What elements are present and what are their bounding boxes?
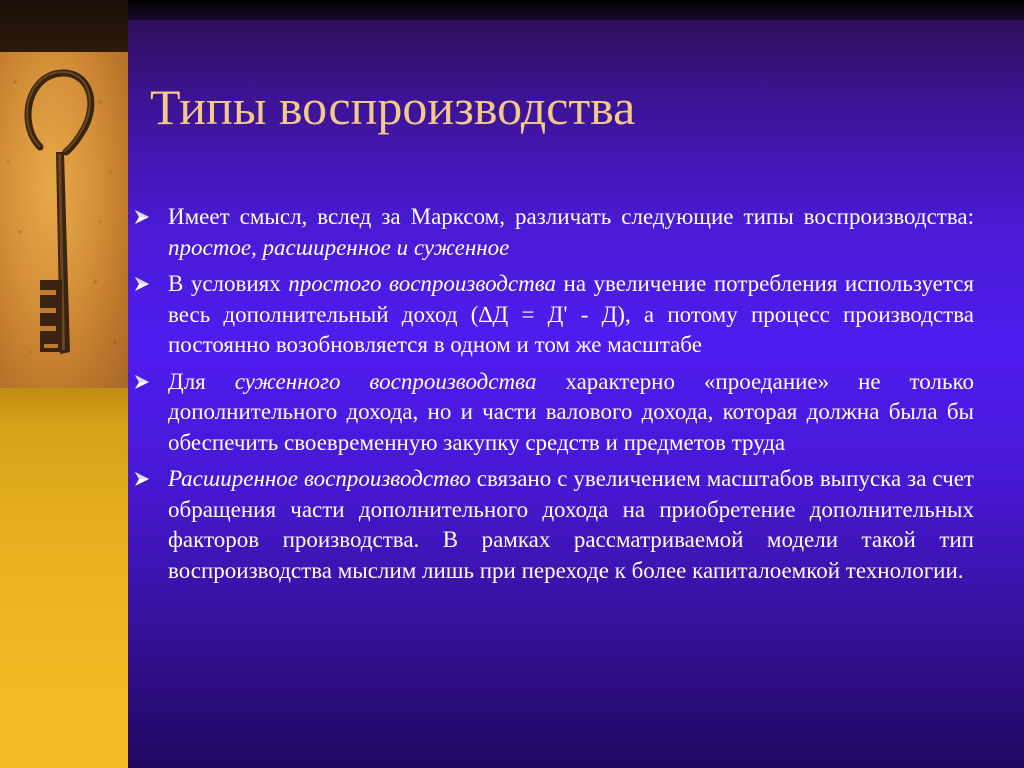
bullet-item — [134, 367, 974, 459]
bullet-text-italic: простого воспроизводства — [288, 271, 557, 296]
arrowhead-bullet-icon — [134, 471, 150, 487]
bullet-text: Для — [168, 368, 235, 394]
bullet-text-italic: Расширенное воспроизводство — [168, 466, 471, 491]
arrowhead-bullet-icon — [134, 374, 150, 390]
bullet-item — [134, 464, 974, 586]
bullet-text: В условиях — [168, 271, 289, 296]
key-icon — [0, 52, 128, 388]
bullet-item — [134, 269, 974, 361]
bullet-text-italic: простое, расширенное и суженное — [168, 234, 510, 260]
arrowhead-bullet-icon — [134, 209, 150, 225]
bullet-item — [134, 202, 974, 263]
bullet-text: на увеличение потребления используется весь дополнительный доход (∆Д = Д' - Д), а потому процесс производства постоянно возобновляется в одном и том же масштабе — [168, 271, 974, 357]
bullet-text-italic: суженного воспроизводства — [234, 368, 537, 394]
top-gradient-band — [128, 0, 1024, 20]
bullet-text: Имеет смысл, вслед за Марксом, различать следующие типы воспроизводства: — [168, 204, 974, 229]
bullet-text: характерно «проедание» не только дополнительного дохода, но и части валового дохода, которая должна была бы обеспечить своевременную закупку средств и предметов труда — [168, 368, 974, 455]
bullet-list — [134, 202, 974, 592]
bullet-text: связано с увеличением масштабов выпуска за счет обращения части дополнительного дохода на приобретение дополнительных факторов производства. В рамках рассматриваемой модели такой тип воспроизводства мыслим лишь при переходе к более капиталоемкой технологии. — [168, 466, 974, 583]
arrowhead-bullet-icon — [134, 276, 150, 292]
slide-title: Типы воспроизводства — [150, 79, 636, 135]
key-image — [0, 52, 128, 388]
